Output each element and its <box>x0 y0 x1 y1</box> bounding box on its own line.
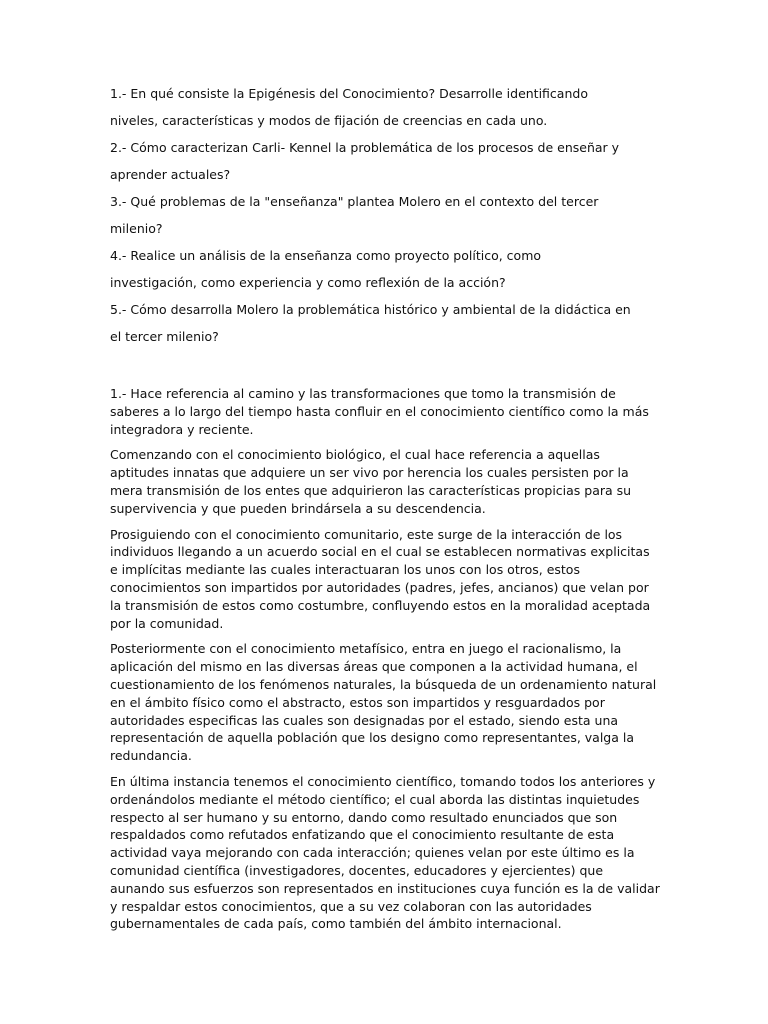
question-line: el tercer milenio? <box>110 329 219 344</box>
answer-paragraph: 1.- Hace referencia al camino y las transformaciones que tomo la transmisión de saberes a lo largo del tiempo hasta confluir en el conocimiento científico como la más integradora y reciente. <box>110 386 649 437</box>
answer-paragraph: Prosiguiendo con el conocimiento comunitario, este surge de la interacción de los individuos llegando a un acuerdo social en el cual se establecen normativas explicitas e implícitas mediante las cuales interactuaran los unos con los otros, estos conocimientos son impartidos por autoridades (padres, jefes, ancianos) que velan por la transmisión de estos como costumbre, confluyendo estos en la moralidad aceptada por la comunidad. <box>110 526 651 631</box>
answer-paragraph: En última instancia tenemos el conocimiento científico, tomando todos los anteriores y ordenándolos mediante el método científico; el cual aborda las distintas inquietudes respecto al ser humano y su entorno, dando como resultado enunciados que son respaldados como refutados enfatizando que el conocimiento resultante de esta actividad vaya mejorando con cada interacción; quienes velan por este último es la comunidad científica (investigadores, docentes, educadores y ejercientes) que aunando sus esfuerzos son representados en instituciones cuya función es la de validar y respaldar estos conocimientos, que a su vez colaboran con las autoridades gubernamentales de cada país, como también del ámbito internacional. <box>110 773 660 932</box>
question-line: milenio? <box>110 221 163 236</box>
question-line: 4.- Realice un análisis de la enseñanza como proyecto político, como <box>110 248 542 263</box>
question-line: aprender actuales? <box>110 167 231 182</box>
question-line: 5.- Cómo desarrolla Molero la problemática histórico y ambiental de la didáctica en <box>110 302 631 317</box>
answer-paragraph: Posteriormente con el conocimiento metafísico, entra en juego el racionalismo, la aplicación del mismo en las diversas áreas que componen a la actividad humana, el cuestionamiento de los fenómenos naturales, la búsqueda de un ordenamiento natural en el ámbito físico como el abstracto, estos son impartidos y resguardados por autoridades especificas las cuales son designadas por el estado, siendo esta una representación de aquella población que los designo como representantes, valga la redundancia. <box>110 641 657 764</box>
question-line: investigación, como experiencia y como reflexión de la acción? <box>110 275 506 290</box>
questions-section <box>110 85 710 355</box>
answers-section <box>110 385 660 941</box>
question-line: 3.- Qué problemas de la "enseñanza" plantea Molero en el contexto del tercer <box>110 194 599 209</box>
question-line: niveles, características y modos de fijación de creencias en cada uno. <box>110 113 548 128</box>
question-line: 1.- En qué consiste la Epigénesis del Conocimiento? Desarrolle identificando <box>110 86 588 101</box>
answer-paragraph: Comenzando con el conocimiento biológico, el cual hace referencia a aquellas aptitudes innatas que adquiere un ser vivo por herencia los cuales persisten por la mera transmisión de los entes que adquirieron las características propicias para su supervivencia y que pueden brindársela a su descendencia. <box>110 447 632 516</box>
question-line: 2.- Cómo caracterizan Carli- Kennel la problemática de los procesos de enseñar y <box>110 140 620 155</box>
